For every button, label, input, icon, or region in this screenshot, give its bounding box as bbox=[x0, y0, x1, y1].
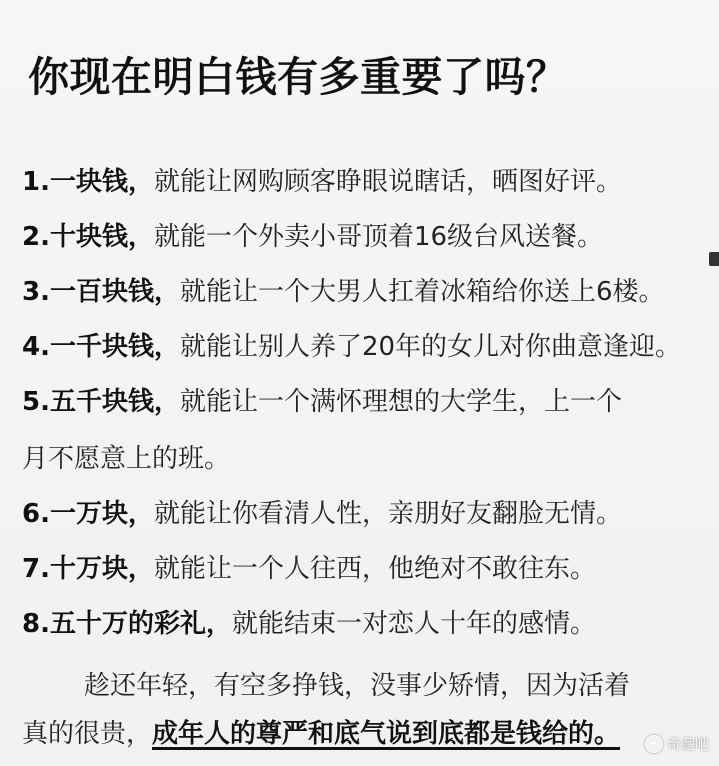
item-head: 6.一万块， bbox=[22, 499, 154, 529]
list-item bbox=[22, 553, 719, 585]
item-body: 就能让一个满怀理想的大学生，上一个 bbox=[179, 387, 622, 417]
item-head: 1.一块钱， bbox=[22, 167, 154, 197]
item-head: 8.五十万的彩礼， bbox=[22, 609, 232, 639]
closing-line-2 bbox=[22, 710, 712, 758]
item-body: 就能结束一对恋人十年的感情。 bbox=[231, 609, 596, 639]
closing-paragraph bbox=[22, 662, 712, 758]
watermark-text: 奇葩吧 bbox=[667, 737, 709, 753]
closing-plain-text: 真的很贵， bbox=[22, 719, 153, 749]
closing-line-1: 趁还年轻，有空多挣钱，没事少矫情，因为活着 bbox=[84, 671, 631, 701]
item-body: 就能让一个大男人扛着冰箱给你送上6楼。 bbox=[179, 277, 665, 307]
item-body: 就能让一个人往西，他绝对不敢往东。 bbox=[153, 554, 596, 584]
list-item bbox=[22, 608, 719, 640]
list-item bbox=[22, 386, 719, 475]
page-title: 你现在明白钱有多重要了吗？ bbox=[28, 53, 568, 101]
item-head: 7.十万块， bbox=[22, 554, 154, 584]
item-body: 就能让你看清人性，亲朋好友翻脸无情。 bbox=[153, 499, 622, 529]
list-item bbox=[22, 276, 719, 308]
item-head: 3.一百块钱， bbox=[22, 277, 180, 307]
item-body: 就能一个外卖小哥顶着16级台风送餐。 bbox=[153, 222, 604, 252]
watermark bbox=[645, 734, 709, 754]
item-head: 2.十块钱， bbox=[22, 222, 154, 252]
item-body-continued: 月不愿意上的班。 bbox=[22, 444, 231, 474]
edge-fragment bbox=[709, 252, 719, 266]
item-head: 5.五千块钱， bbox=[22, 387, 180, 417]
list-item bbox=[22, 331, 719, 363]
item-head: 4.一千块钱， bbox=[22, 332, 180, 362]
money-list bbox=[22, 166, 719, 640]
list-item bbox=[22, 498, 719, 530]
item-body: 就能让网购顾客睁眼说瞎话，晒图好评。 bbox=[153, 167, 622, 197]
closing-emphasis: 成年人的尊严和底气说到底都是钱给的。 bbox=[152, 719, 621, 749]
list-item bbox=[22, 166, 719, 198]
list-item bbox=[22, 221, 719, 253]
watermark-logo-icon bbox=[645, 735, 663, 753]
item-body: 就能让别人养了20年的女儿对你曲意逢迎。 bbox=[179, 332, 682, 362]
